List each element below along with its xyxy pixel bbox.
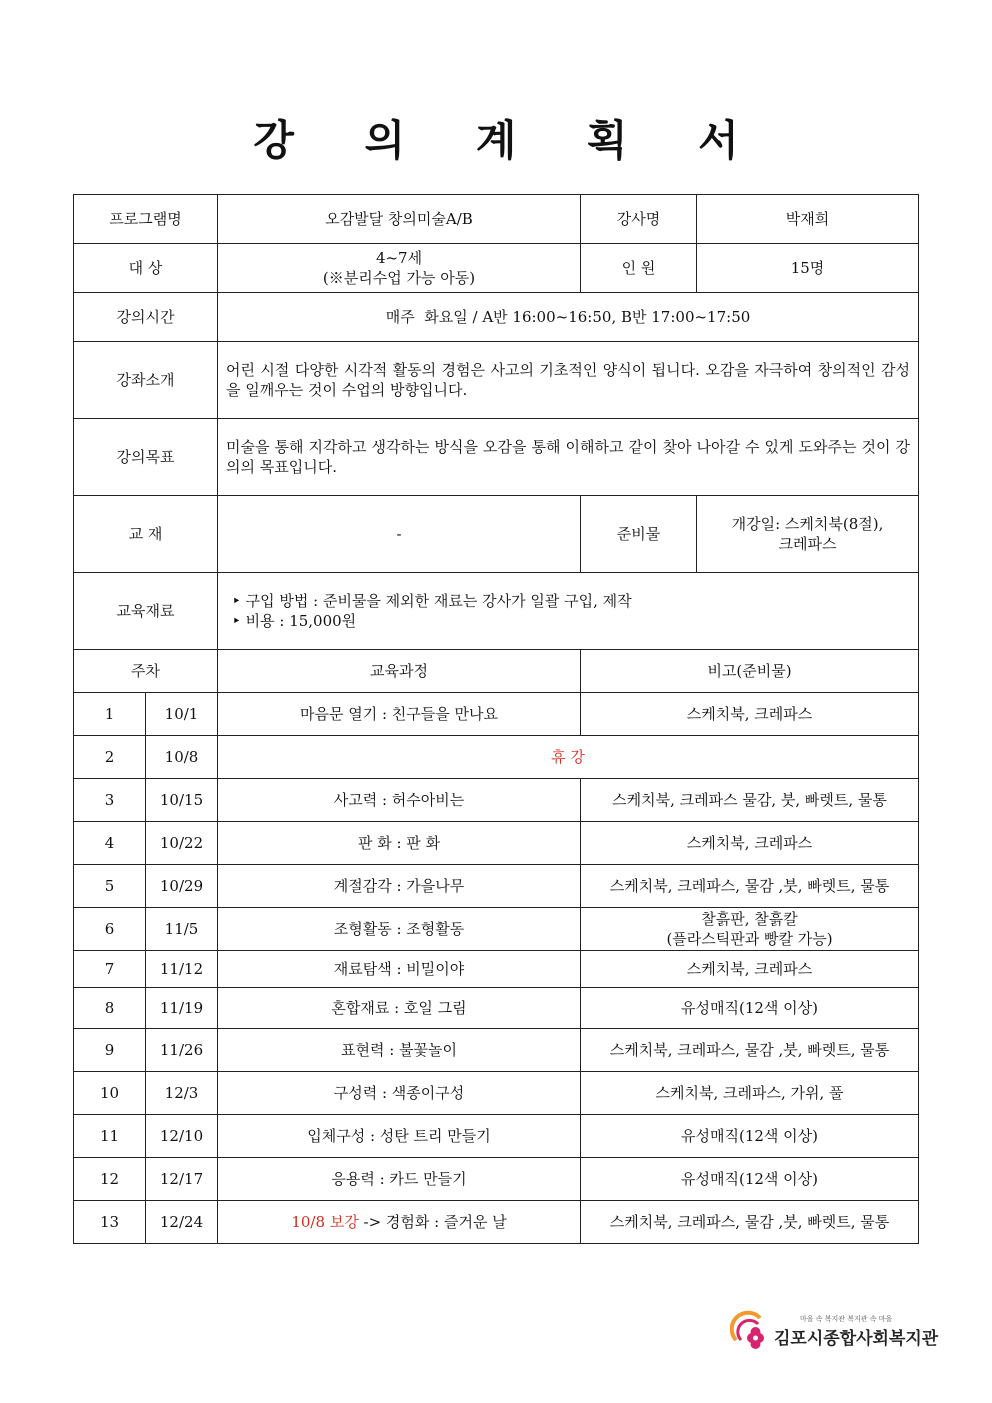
week-number: 3 [74, 779, 146, 822]
week-date: 11/26 [146, 1029, 218, 1072]
week-note-line-2: (플라스틱판과 빵칼 가능) [666, 930, 833, 948]
time-label: 강의시간 [74, 293, 218, 342]
table-row [74, 865, 919, 908]
goal-label: 강의목표 [74, 419, 218, 496]
table-row [74, 988, 919, 1029]
week-course: 혼합재료 : 호일 그림 [218, 988, 581, 1029]
time-row [74, 293, 919, 342]
material-purchase: ‣ 구입 방법 : 준비물을 제외한 재료는 강사가 일괄 구입, 제작 [232, 592, 632, 610]
week-date: 10/29 [146, 865, 218, 908]
note-header: 비고(준비물) [581, 650, 919, 693]
logo-tagline: 마을 속 복지관 복지관 속 마을 [800, 1315, 893, 1323]
capacity-value: 15명 [697, 244, 919, 293]
time-value: 매주 화요일 / A반 16:00~16:50, B반 17:00~17:50 [218, 293, 919, 342]
textbook-label: 교 재 [74, 496, 218, 573]
week-course: 구성력 : 색종이구성 [218, 1072, 581, 1115]
target-note: (※분리수업 가능 아동) [322, 269, 476, 287]
week-date: 10/15 [146, 779, 218, 822]
week-note: 스케치북, 크레파스 [581, 822, 919, 865]
week-date: 10/8 [146, 736, 218, 779]
material-label: 교육재료 [74, 573, 218, 650]
week-note: 스케치북, 크레파스, 물감 ,붓, 빠렛트, 물통 [581, 865, 919, 908]
target-value [218, 244, 581, 293]
week-course: 조형활동 : 조형활동 [218, 908, 581, 951]
table-row [74, 908, 919, 951]
week-number: 12 [74, 1158, 146, 1201]
week-note: 스케치북, 크레파스 물감, 붓, 빠렛트, 물통 [581, 779, 919, 822]
prep-label: 준비물 [581, 496, 697, 573]
week-number: 10 [74, 1072, 146, 1115]
week-note [581, 908, 919, 951]
instructor-value: 박재희 [697, 195, 919, 244]
week-number: 11 [74, 1115, 146, 1158]
week-note: 스케치북, 크레파스, 가위, 풀 [581, 1072, 919, 1115]
flower-logo-icon [730, 1310, 774, 1354]
material-value [218, 573, 919, 650]
material-row [74, 573, 919, 650]
week-course-text: -> 경험화 : 즐거운 날 [358, 1213, 507, 1231]
week-note: 스케치북, 크레파스, 물감 ,붓, 빠렛트, 물통 [581, 1029, 919, 1072]
program-value: 오감발달 창의미술A/B [218, 195, 581, 244]
makeup-class-label: 10/8 보강 [291, 1213, 359, 1231]
textbook-row [74, 496, 919, 573]
table-row [74, 1115, 919, 1158]
week-date: 12/17 [146, 1158, 218, 1201]
goal-row [74, 419, 919, 496]
intro-value: 어린 시절 다양한 시각적 활동의 경험은 사고의 기초적인 양식이 됩니다. 오감을 자극하여 창의적인 감성을 일깨우는 것이 수업의 방향입니다. [218, 342, 919, 419]
target-age: 4~7세 [375, 249, 423, 267]
prep-line-2: 크레파스 [778, 535, 837, 553]
week-course: 휴 강 [218, 736, 919, 779]
week-course: 재료탐색 : 비밀이야 [218, 951, 581, 988]
intro-row [74, 342, 919, 419]
table-row [74, 1072, 919, 1115]
lecture-plan-table [73, 194, 919, 1244]
course-header: 교육과정 [218, 650, 581, 693]
week-date: 11/19 [146, 988, 218, 1029]
program-row [74, 195, 919, 244]
table-row [74, 1029, 919, 1072]
logo-name: 김포시종합사회복지관 [774, 1329, 939, 1349]
prep-line-1: 개강일: 스케치북(8절), [731, 515, 884, 533]
table-row [74, 1158, 919, 1201]
target-row [74, 244, 919, 293]
page-title: 강 의 계 획 서 [253, 116, 767, 165]
week-course [218, 1201, 581, 1244]
instructor-label: 강사명 [581, 195, 697, 244]
table-row [74, 693, 919, 736]
week-note: 스케치북, 크레파스, 물감 ,붓, 빠렛트, 물통 [581, 1201, 919, 1244]
intro-label: 강좌소개 [74, 342, 218, 419]
week-number: 6 [74, 908, 146, 951]
goal-value: 미술을 통해 지각하고 생각하는 방식을 오감을 통해 이해하고 같이 찾아 나아갈 수 있게 도와주는 것이 강의의 목표입니다. [218, 419, 919, 496]
table-row [74, 822, 919, 865]
week-number: 9 [74, 1029, 146, 1072]
week-course: 판 화 : 판 화 [218, 822, 581, 865]
welfare-center-logo [730, 1310, 939, 1354]
week-course: 표현력 : 불꽃놀이 [218, 1029, 581, 1072]
week-number: 1 [74, 693, 146, 736]
week-note: 유성매직(12색 이상) [581, 1115, 919, 1158]
week-date: 11/12 [146, 951, 218, 988]
week-note: 유성매직(12색 이상) [581, 1158, 919, 1201]
week-course: 입체구성 : 성탄 트리 만들기 [218, 1115, 581, 1158]
week-course: 마음문 열기 : 친구들을 만나요 [218, 693, 581, 736]
week-number: 4 [74, 822, 146, 865]
week-date: 10/1 [146, 693, 218, 736]
week-note: 스케치북, 크레파스 [581, 951, 919, 988]
capacity-label: 인 원 [581, 244, 697, 293]
schedule-header-row [74, 650, 919, 693]
week-date: 12/3 [146, 1072, 218, 1115]
week-course: 사고력 : 허수아비는 [218, 779, 581, 822]
table-row [74, 736, 919, 779]
table-row [74, 779, 919, 822]
week-date: 12/10 [146, 1115, 218, 1158]
week-number: 2 [74, 736, 146, 779]
week-number: 13 [74, 1201, 146, 1244]
week-note: 스케치북, 크레파스 [581, 693, 919, 736]
program-label: 프로그램명 [74, 195, 218, 244]
week-number: 7 [74, 951, 146, 988]
target-label: 대 상 [74, 244, 218, 293]
week-course: 응용력 : 카드 만들기 [218, 1158, 581, 1201]
table-row [74, 951, 919, 988]
week-note: 유성매직(12색 이상) [581, 988, 919, 1029]
week-note-line-1: 찰흙판, 찰흙칼 [701, 910, 798, 928]
week-course: 계절감각 : 가을나무 [218, 865, 581, 908]
week-date: 10/22 [146, 822, 218, 865]
week-number: 8 [74, 988, 146, 1029]
week-date: 12/24 [146, 1201, 218, 1244]
material-cost: ‣ 비용 : 15,000원 [232, 612, 357, 630]
table-row [74, 1201, 919, 1244]
textbook-value: - [218, 496, 581, 573]
week-header: 주차 [74, 650, 218, 693]
week-date: 11/5 [146, 908, 218, 951]
week-number: 5 [74, 865, 146, 908]
prep-value [697, 496, 919, 573]
